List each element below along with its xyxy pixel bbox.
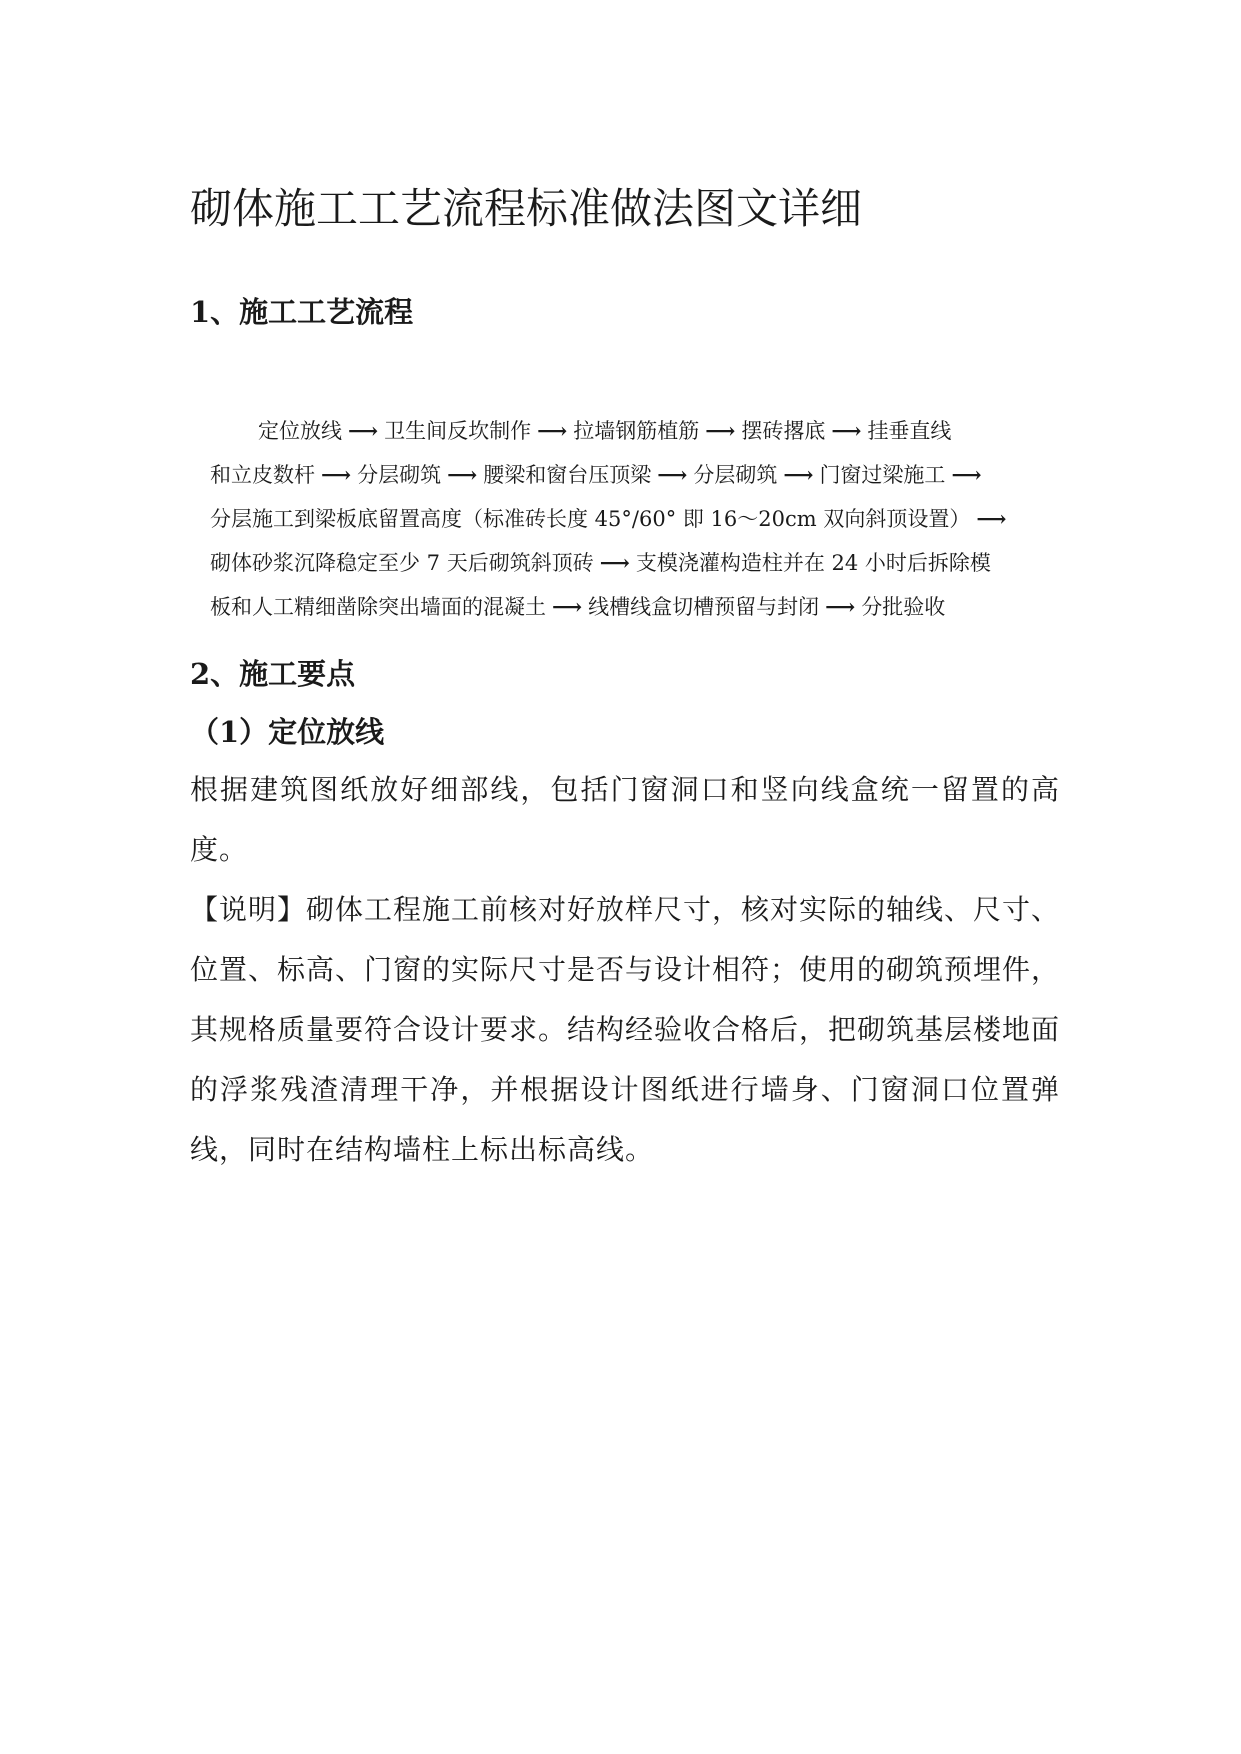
flow-line bbox=[210, 452, 1030, 496]
flow-step: 分层砌筑 bbox=[693, 463, 778, 487]
flow-step: 线槽线盒切槽预留与封闭 bbox=[588, 595, 820, 619]
flow-arrow-icon: ⟶ bbox=[825, 593, 856, 619]
paragraph-positioning: 根据建筑图纸放好细部线，包括门窗洞口和竖向线盒统一留置的高度。 bbox=[190, 773, 1060, 866]
flow-line bbox=[210, 408, 1030, 452]
flow-step: 门窗过梁施工 bbox=[819, 463, 946, 487]
flow-arrow-icon: ⟶ bbox=[447, 461, 478, 487]
subsection1-body bbox=[190, 760, 1060, 1180]
flow-step: 支模浇灌构造柱并在 24 小时后拆除模 bbox=[635, 551, 991, 575]
flow-line bbox=[210, 540, 1030, 584]
process-flow bbox=[210, 408, 1030, 628]
flow-step: 摆砖撂底 bbox=[741, 419, 826, 443]
flow-arrow-icon: ⟶ bbox=[321, 461, 352, 487]
flow-arrow-icon: ⟶ bbox=[705, 417, 736, 443]
flow-line bbox=[210, 496, 1030, 540]
flow-step: 定位放线 bbox=[258, 419, 342, 443]
flow-step: 板和人工精细凿除突出墙面的混凝土 bbox=[210, 595, 546, 619]
flow-arrow-icon: ⟶ bbox=[951, 461, 982, 487]
flow-arrow-icon: ⟶ bbox=[831, 417, 862, 443]
flow-arrow-icon: ⟶ bbox=[348, 417, 379, 443]
flow-step: 和立皮数杆 bbox=[210, 463, 315, 487]
flow-arrow-icon: ⟶ bbox=[783, 461, 814, 487]
flow-step: 腰梁和窗台压顶梁 bbox=[483, 463, 652, 487]
flow-arrow-icon: ⟶ bbox=[976, 505, 1007, 531]
paragraph-note: 【说明】砌体工程施工前核对好放样尺寸，核对实际的轴线、尺寸、位置、标高、门窗的实际尺寸是否与设计相符；使用的砌筑预埋件，其规格质量要符合设计要求。结构经验收合格后，把砌筑基层楼地面的浮浆残渣清理干净，并根据设计图纸进行墙身、门窗洞口位置弹线，同时在结构墙柱上标出标高线。 bbox=[190, 893, 1061, 1166]
flow-step: 挂垂直线 bbox=[867, 419, 952, 443]
flow-arrow-icon: ⟶ bbox=[599, 549, 630, 575]
flow-arrow-icon: ⟶ bbox=[552, 593, 583, 619]
flow-step: 拉墙钢筋植筋 bbox=[573, 419, 700, 443]
flow-step: 砌体砂浆沉降稳定至少 7 天后砌筑斜顶砖 bbox=[210, 551, 594, 575]
document-title: 砌体施工工艺流程标准做法图文详细 bbox=[190, 184, 863, 233]
subsection1-heading: （1）定位放线 bbox=[190, 715, 385, 749]
flow-arrow-icon: ⟶ bbox=[537, 417, 568, 443]
flow-step: 分层施工到梁板底留置高度（标准砖长度 45°/60° 即 16～20cm 双向斜顶设置） bbox=[210, 507, 971, 531]
flow-step: 分层砌筑 bbox=[357, 463, 442, 487]
flow-step: 卫生间反坎制作 bbox=[384, 419, 532, 443]
flow-line bbox=[210, 584, 1030, 628]
flow-step: 分批验收 bbox=[861, 595, 946, 619]
flow-arrow-icon: ⟶ bbox=[657, 461, 688, 487]
section2-heading: 2、施工要点 bbox=[190, 657, 356, 691]
section1-heading: 1、施工工艺流程 bbox=[190, 295, 414, 329]
